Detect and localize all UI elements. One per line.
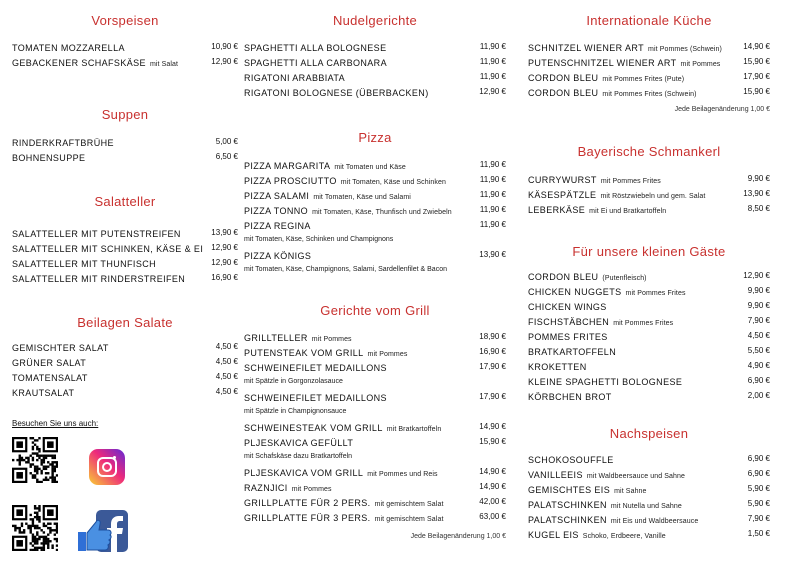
- menu-item-name: CORDON BLEU: [528, 73, 599, 83]
- menu-item-price: 11,90 €: [477, 202, 506, 217]
- menu-item-name: BRATKARTOFFELN: [528, 347, 617, 357]
- section-pizza: [244, 128, 506, 277]
- menu-item-name: SCHWEINESTEAK VOM GRILL: [244, 423, 383, 433]
- menu-item-price: 6,50 €: [213, 149, 238, 164]
- menu-item-price: 5,00 €: [213, 134, 238, 149]
- section-title: Nudelgerichte: [332, 13, 418, 28]
- menu-item-name: RAZNJICI: [244, 483, 288, 493]
- menu-item-price: 17,90 €: [476, 389, 506, 404]
- menu-item-description: mit Waldbeersauce und Sahne: [586, 473, 686, 480]
- section-title: Pizza: [358, 130, 392, 145]
- menu-item-price: 17,90 €: [740, 69, 770, 84]
- menu-item-description: mit Tomaten, Käse und Schinken: [340, 179, 446, 186]
- section-salatteller: [12, 192, 238, 285]
- menu-item-price: 7,90 €: [745, 511, 770, 526]
- menu-item: [244, 479, 506, 494]
- menu-item-name: PALATSCHINKEN: [528, 515, 607, 525]
- menu-item: [528, 201, 770, 216]
- menu-item-price: 4,50 €: [213, 354, 238, 369]
- menu-item-price: 5,90 €: [745, 496, 770, 511]
- menu-item-name: RIGATONI ARABBIATA: [244, 73, 346, 83]
- menu-item: [528, 511, 770, 526]
- menu-item-description: mit Pommes Frites: [600, 178, 661, 185]
- menu-item-description: mit Pommes Frites (Pute): [602, 76, 685, 83]
- menu-item-name: CORDON BLEU: [528, 272, 599, 282]
- menu-item-price: 42,00 €: [476, 494, 506, 509]
- menu-item-name: PUTENSCHNITZEL WIENER ART: [528, 58, 677, 68]
- menu-item-price: 11,90 €: [477, 217, 506, 232]
- menu-item: [528, 358, 770, 373]
- menu-item: [528, 69, 770, 84]
- menu-item: [528, 481, 770, 496]
- menu-item-description: mit gemischtem Salat: [374, 501, 444, 508]
- menu-item-name: PLJESKAVICA GEFÜLLT: [244, 438, 354, 448]
- menu-item-name: CHICKEN NUGGETS: [528, 287, 622, 297]
- menu-item-price: 8,50 €: [745, 201, 770, 216]
- menu-item-price: 13,90 €: [208, 225, 238, 240]
- menu-item-price: 11,90 €: [477, 39, 506, 54]
- menu-item-name: BOHNENSUPPE: [12, 153, 86, 163]
- menu-item-name: SALATTELLER MIT RINDERSTREIFEN: [12, 274, 186, 284]
- menu-item: [528, 84, 770, 99]
- menu-item: [528, 171, 770, 186]
- menu-item-description: mit Pommes: [291, 486, 332, 493]
- menu-item-description: mit Tomaten, Käse und Salami: [313, 194, 411, 201]
- menu-item-price: 4,50 €: [745, 328, 770, 343]
- menu-item-description: mit gemischtem Salat: [374, 516, 444, 523]
- menu-item-price: 6,90 €: [745, 373, 770, 388]
- menu-item: [528, 313, 770, 328]
- menu-item-name: GRILLPLATTE FÜR 2 PERS.: [244, 498, 371, 508]
- menu-item: [528, 298, 770, 313]
- menu-item-description: mit Pommes Frites: [613, 320, 674, 327]
- menu-item-name: GEBACKENER SCHAFSKÄSE: [12, 58, 146, 68]
- menu-item-price: 14,90 €: [476, 479, 506, 494]
- menu-item-description: mit Nutella und Sahne: [610, 503, 682, 510]
- menu-item-price: 14,90 €: [740, 39, 770, 54]
- menu-item-name: PIZZA SALAMI: [244, 191, 310, 201]
- menu-item-price: 14,90 €: [476, 464, 506, 479]
- menu-item-name: FISCHSTÄBCHEN: [528, 317, 610, 327]
- section-bayerische-schmankerl: [528, 142, 770, 216]
- menu-item-name: GEMISCHTER SALAT: [12, 343, 109, 353]
- menu-item: [244, 84, 506, 99]
- section-title: Vorspeisen: [91, 13, 159, 28]
- menu-item-name: TOMATEN MOZZARELLA: [12, 43, 125, 53]
- menu-item: [244, 157, 506, 172]
- menu-item: [244, 247, 506, 262]
- menu-item: [12, 149, 238, 164]
- menu-item: [528, 283, 770, 298]
- qr-code-instagram[interactable]: [12, 437, 58, 483]
- menu-item-name: PIZZA PROSCIUTTO: [244, 176, 337, 186]
- menu-item: [12, 339, 238, 354]
- side-change-note: Jede Beilagenänderung 1,00 €: [674, 106, 770, 113]
- menu-item-name: SCHWEINEFILET MEDAILLONS: [244, 363, 387, 373]
- menu-item-price: 15,90 €: [476, 434, 506, 449]
- menu-item-description: mit Tomaten, Käse, Thunfisch und Zwiebeln: [312, 209, 452, 216]
- menu-item-name: SCHNITZEL WIENER ART: [528, 43, 645, 53]
- menu-item-name: PLJESKAVICA VOM GRILL: [244, 468, 364, 478]
- menu-item-subtext: mit Tomaten, Käse, Schinken und Champignons: [244, 236, 394, 243]
- menu-item-subtext: mit Spätzle in Champignonsauce: [244, 408, 347, 415]
- menu-item-name: SCHWEINEFILET MEDAILLONS: [244, 393, 387, 403]
- side-change-note: Jede Beilagenänderung 1,00 €: [410, 533, 506, 540]
- menu-item-name: GRÜNER SALAT: [12, 358, 87, 368]
- menu-item-name: RIGATONI BOLOGNESE (ÜBERBACKEN): [244, 88, 429, 98]
- section-title: Internationale Küche: [586, 13, 712, 28]
- menu-item-name: TOMATENSALAT: [12, 373, 88, 383]
- menu-item-price: 11,90 €: [477, 54, 506, 69]
- menu-item-name: GRILLTELLER: [244, 333, 308, 343]
- menu-item: [244, 509, 506, 524]
- menu-item-name: PIZZA MARGARITA: [244, 161, 331, 171]
- menu-item-name: VANILLEEIS: [528, 470, 583, 480]
- menu-item: [12, 384, 238, 399]
- menu-item-name: RINDERKRAFTBRÜHE: [12, 138, 114, 148]
- menu-item-subtext: mit Spätzle in Gorgonzolasauce: [244, 378, 343, 385]
- menu-item: [528, 343, 770, 358]
- menu-item-name: CORDON BLEU: [528, 88, 599, 98]
- menu-item-name: PIZZA REGINA: [244, 221, 311, 231]
- menu-item-subtext: mit Schafskäse dazu Bratkartoffeln: [244, 453, 353, 460]
- menu-item-price: 16,90 €: [208, 270, 238, 285]
- menu-item: [244, 494, 506, 509]
- menu-item: [528, 186, 770, 201]
- instagram-icon[interactable]: [89, 449, 125, 485]
- menu-item-name: SALATTELLER MIT SCHINKEN, KÄSE & EI: [12, 244, 204, 254]
- menu-item-price: 9,90 €: [745, 298, 770, 313]
- menu-item-price: 5,50 €: [745, 343, 770, 358]
- menu-item: [12, 134, 238, 149]
- menu-item-name: PUTENSTEAK VOM GRILL: [244, 348, 364, 358]
- menu-item-description: mit Tomaten und Käse: [334, 164, 406, 171]
- menu-item-price: 17,90 €: [476, 359, 506, 374]
- menu-item-price: 15,90 €: [740, 84, 770, 99]
- menu-item-price: 11,90 €: [477, 157, 506, 172]
- menu-item-price: 1,50 €: [745, 526, 770, 541]
- menu-item-name: SPAGHETTI ALLA CARBONARA: [244, 58, 387, 68]
- menu-item-name: KÖRBCHEN BROT: [528, 392, 612, 402]
- menu-item-price: 13,90 €: [476, 247, 506, 262]
- menu-item: [528, 451, 770, 466]
- menu-item-price: 12,90 €: [476, 84, 506, 99]
- section-grill: [244, 301, 506, 544]
- menu-item-description: mit Sahne: [614, 488, 647, 495]
- section-internationale-kueche: [528, 11, 770, 117]
- menu-item: [244, 39, 506, 54]
- menu-item-price: 4,90 €: [745, 358, 770, 373]
- menu-item-price: 10,90 €: [208, 39, 238, 54]
- menu-item-price: 15,90 €: [740, 54, 770, 69]
- menu-item-price: 18,90 €: [476, 329, 506, 344]
- menu-item: [244, 187, 506, 202]
- menu-item-description: mit Pommes: [311, 336, 352, 343]
- social-follow-label: Besuchen Sie uns auch:: [12, 419, 99, 428]
- menu-item: [244, 329, 506, 344]
- menu-item: [12, 354, 238, 369]
- menu-item-subtext: mit Tomaten, Käse, Champignons, Salami, Sardellenfilet & Bacon: [244, 266, 447, 273]
- menu-item-price: 14,90 €: [476, 419, 506, 434]
- menu-item-price: 11,90 €: [477, 172, 506, 187]
- menu-item: [244, 202, 506, 217]
- menu-item-price: 13,90 €: [740, 186, 770, 201]
- menu-item: [244, 69, 506, 84]
- menu-item-description: mit Pommes: [367, 351, 408, 358]
- menu-item-description: mit Pommes und Reis: [367, 471, 438, 478]
- menu-item-price: 12,90 €: [208, 240, 238, 255]
- menu-item: [12, 270, 238, 285]
- menu-item: [528, 388, 770, 403]
- menu-item-name: LEBERKÄSE: [528, 205, 586, 215]
- menu-item-name: KLEINE SPAGHETTI BOLOGNESE: [528, 377, 683, 387]
- qr-code-facebook[interactable]: [12, 505, 58, 551]
- menu-item-price: 2,00 €: [745, 388, 770, 403]
- menu-item: [244, 359, 506, 374]
- section-beilagen-salate: [12, 313, 238, 399]
- menu-item: [12, 255, 238, 270]
- menu-item-name: SALATTELLER MIT PUTENSTREIFEN: [12, 229, 181, 239]
- menu-item-name: PIZZA TONNO: [244, 206, 309, 216]
- menu-item: [244, 54, 506, 69]
- menu-item-price: 6,90 €: [745, 451, 770, 466]
- menu-item-description: mit Eis und Waldbeersauce: [610, 518, 699, 525]
- section-nudelgerichte: [244, 11, 506, 99]
- menu-item-price: 4,50 €: [213, 369, 238, 384]
- menu-item-name: CURRYWURST: [528, 175, 597, 185]
- menu-item-name: GRILLPLATTE FÜR 3 PERS.: [244, 513, 371, 523]
- section-title: Gerichte vom Grill: [320, 303, 430, 318]
- menu-item-description: Schoko, Erdbeere, Vanille: [582, 533, 666, 540]
- menu-item: [528, 466, 770, 481]
- menu-item-description: mit Pommes Frites: [625, 290, 686, 297]
- menu-item: [12, 225, 238, 240]
- section-suppen: [12, 105, 238, 164]
- menu-item: [528, 39, 770, 54]
- menu-item: [528, 526, 770, 541]
- menu-item: [528, 496, 770, 511]
- menu-item-description: mit Pommes (Schwein): [648, 46, 722, 53]
- menu-item: [244, 172, 506, 187]
- menu-item: [528, 54, 770, 69]
- menu-item-description: mit Pommes Frites (Schwein): [602, 91, 697, 98]
- menu-item: [528, 373, 770, 388]
- menu-item-name: SPAGHETTI ALLA BOLOGNESE: [244, 43, 387, 53]
- menu-item-name: CHICKEN WINGS: [528, 302, 607, 312]
- menu-item-price: 12,90 €: [208, 54, 238, 69]
- menu-item-name: KROKETTEN: [528, 362, 587, 372]
- menu-item: [244, 419, 506, 434]
- menu-item-price: 7,90 €: [745, 313, 770, 328]
- menu-item-description: (Putenfleisch): [602, 275, 647, 282]
- menu-item-description: mit Pommes: [680, 61, 721, 68]
- menu-item: [12, 369, 238, 384]
- menu-item-name: GEMISCHTES EIS: [528, 485, 611, 495]
- menu-item-name: KRAUTSALAT: [12, 388, 75, 398]
- section-title: Bayerische Schmankerl: [577, 144, 721, 159]
- menu-item-price: 12,90 €: [208, 255, 238, 270]
- section-nachspeisen: [528, 424, 770, 541]
- facebook-like-icon[interactable]: [74, 508, 130, 554]
- section-vorspeisen: [12, 11, 238, 69]
- menu-item-price: 4,50 €: [213, 339, 238, 354]
- menu-item-price: 9,90 €: [745, 171, 770, 186]
- section-kinder: [528, 242, 770, 403]
- menu-item-name: SALATTELLER MIT THUNFISCH: [12, 259, 157, 269]
- menu-item-price: 11,90 €: [477, 69, 506, 84]
- menu-item: [244, 389, 506, 404]
- menu-item-description: mit Ei und Bratkartoffeln: [589, 208, 667, 215]
- menu-item: [528, 328, 770, 343]
- menu-item-price: 9,90 €: [745, 283, 770, 298]
- section-title: Suppen: [101, 107, 149, 122]
- menu-item-name: POMMES FRITES: [528, 332, 608, 342]
- menu-item-description: mit Salat: [149, 61, 179, 68]
- menu-item-price: 16,90 €: [476, 344, 506, 359]
- menu-item-price: 5,90 €: [745, 481, 770, 496]
- menu-item-description: mit Bratkartoffeln: [386, 426, 442, 433]
- menu-item: [12, 240, 238, 255]
- menu-item-price: 4,50 €: [213, 384, 238, 399]
- menu-item: [244, 434, 506, 449]
- menu-item-name: KÄSESPÄTZLE: [528, 190, 597, 200]
- menu-item-price: 11,90 €: [477, 187, 506, 202]
- menu-item: [12, 39, 238, 54]
- menu-item-price: 6,90 €: [745, 466, 770, 481]
- section-title: Nachspeisen: [609, 426, 689, 441]
- section-title: Für unsere kleinen Gäste: [572, 244, 726, 259]
- menu-item-name: PALATSCHINKEN: [528, 500, 607, 510]
- menu-item: [244, 217, 506, 232]
- menu-item: [528, 268, 770, 283]
- menu-item-description: mit Röstzwiebeln und gem. Salat: [600, 193, 706, 200]
- menu-item-price: 12,90 €: [740, 268, 770, 283]
- menu-item: [12, 54, 238, 69]
- section-title: Beilagen Salate: [77, 315, 173, 330]
- menu-item-name: SCHOKOSOUFFLE: [528, 455, 614, 465]
- section-title: Salatteller: [94, 194, 156, 209]
- menu-item-name: KUGEL EIS: [528, 530, 579, 540]
- menu-item: [244, 464, 506, 479]
- menu-item: [244, 344, 506, 359]
- menu-item-price: 63,00 €: [476, 509, 506, 524]
- menu-item-name: PIZZA KÖNIGS: [244, 251, 312, 261]
